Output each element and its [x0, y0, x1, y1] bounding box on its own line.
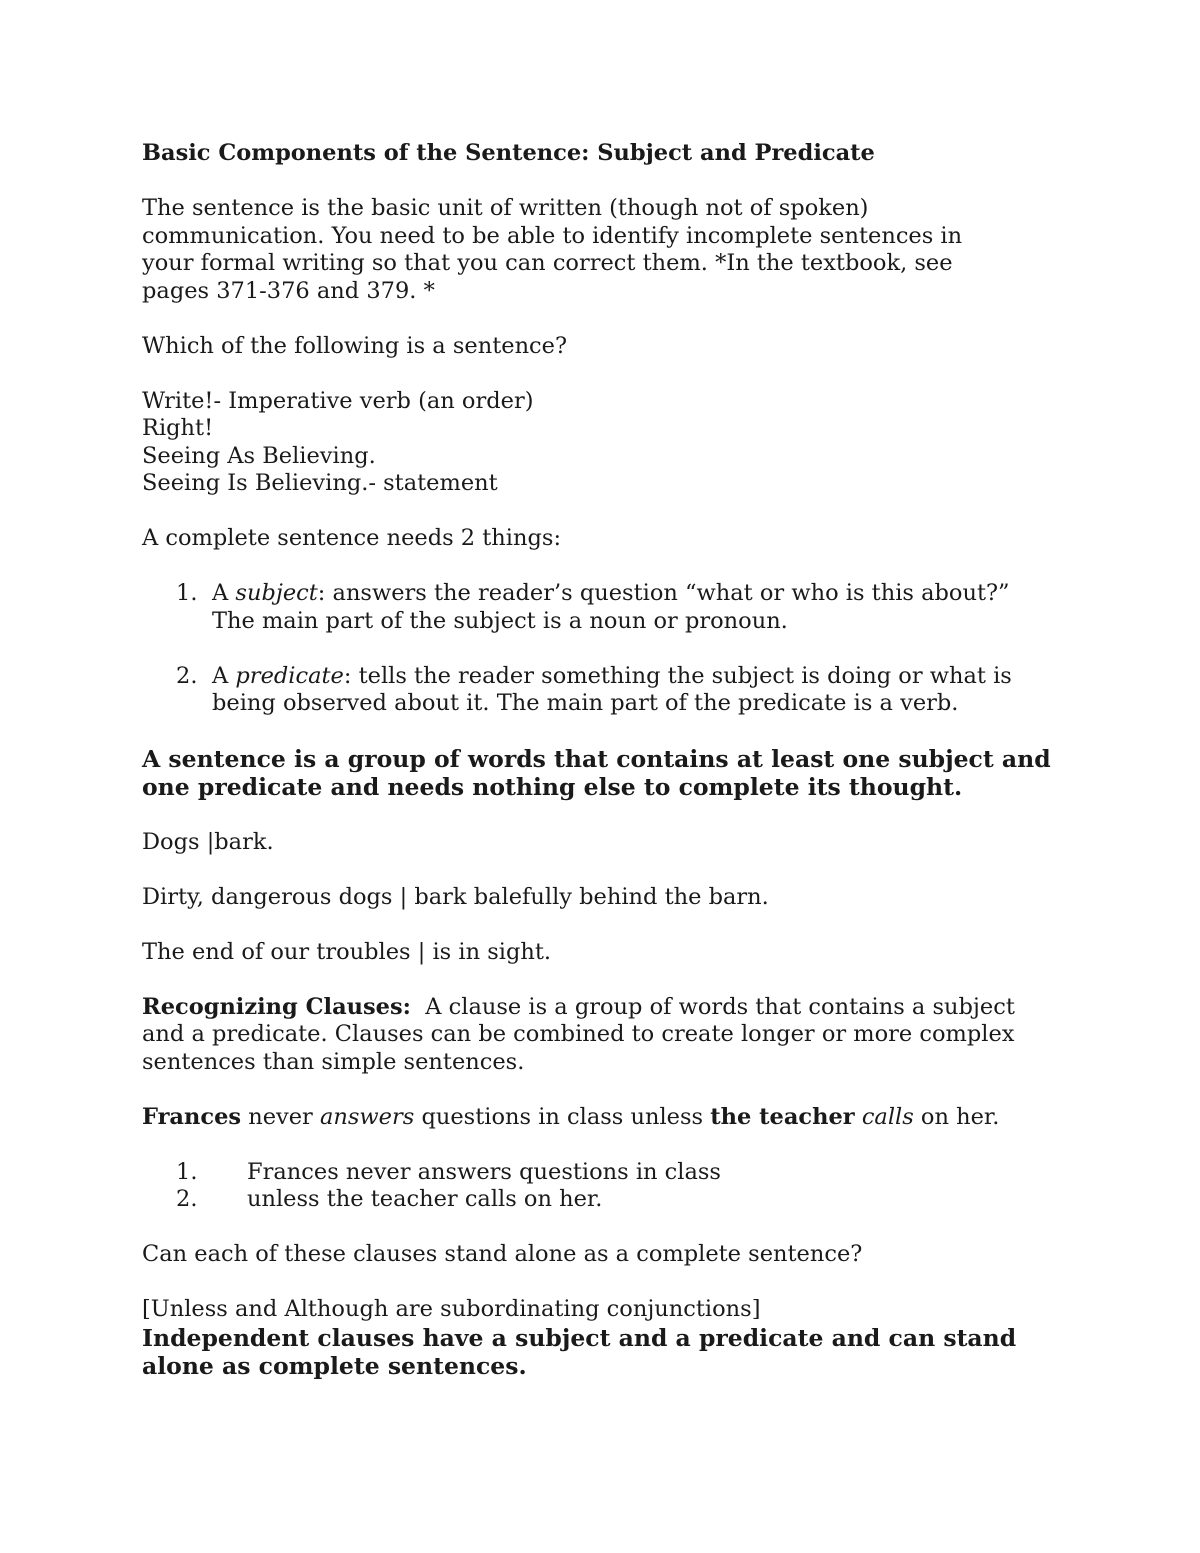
subject-highlight: Frances — [142, 1103, 242, 1130]
list-number: 2. — [176, 662, 198, 689]
clauses-text: A clause is a group of words that contains a subject — [410, 993, 1015, 1020]
closing-block — [142, 1296, 1072, 1380]
definition-prefix: A — [212, 662, 236, 689]
clause-text: Frances never answers questions in class — [247, 1158, 721, 1185]
sentence-definition-line: A sentence is a group of words that contains at least one subject and — [142, 745, 1051, 773]
example-item: Right! — [142, 415, 214, 441]
needs-intro: A complete sentence needs 2 things: — [142, 525, 562, 551]
split-example: Dirty, dangerous dogs | bark balefully behind the barn. — [142, 883, 769, 910]
definition-item-subject — [142, 580, 1072, 635]
independent-line: alone as complete sentences. — [142, 1351, 527, 1380]
list-item — [142, 1186, 1072, 1214]
document-title: Basic Components of the Sentence: Subject and Predicate — [142, 140, 875, 166]
intro-line: The sentence is the basic unit of written (though not of spoken) — [142, 195, 869, 221]
intro-paragraph — [142, 195, 1072, 305]
definition-text: being observed about it. The main part of the predicate is a verb. — [212, 690, 959, 716]
example-list — [142, 388, 1072, 498]
intro-line: pages 371-376 and 379. * — [142, 277, 435, 304]
example-item: Write!- Imperative verb (an order) — [142, 387, 534, 414]
sentence-definition-line: one predicate and needs nothing else to complete its thought. — [142, 773, 963, 801]
split-example: The end of our troubles | is in sight. — [142, 938, 552, 965]
independent-clause-definition — [142, 1324, 1072, 1380]
definition-term: subject — [235, 580, 318, 606]
clauses-text: sentences than simple sentences. — [142, 1048, 525, 1075]
subject-highlight: the teacher — [710, 1103, 855, 1130]
definition-term: predicate — [235, 662, 344, 689]
conjunction-note: [Unless and Although are subordinating conjunctions] — [142, 1296, 761, 1322]
intro-line: communication. You need to be able to identify incomplete sentences in — [142, 222, 963, 249]
list-number: 1. — [176, 1158, 198, 1185]
intro-line: your formal writing so that you can correct them. *In the textbook, see — [142, 250, 953, 276]
document-page — [142, 140, 1072, 1380]
clause-list — [142, 1159, 1072, 1214]
sentence-definition — [142, 745, 1072, 801]
definition-text: The main part of the subject is a noun or pronoun. — [212, 607, 788, 634]
sentence-fragment: questions in class unless — [414, 1103, 711, 1130]
frances-sentence — [142, 1104, 1072, 1132]
split-example: Dogs |bark. — [142, 828, 274, 855]
definition-item-predicate — [142, 663, 1072, 718]
verb-highlight: answers — [319, 1103, 415, 1130]
clauses-text: and a predicate. Clauses can be combined to create longer or more complex — [142, 1021, 1015, 1047]
list-number: 1. — [176, 580, 198, 606]
example-item: Seeing As Believing. — [142, 442, 376, 469]
sentence-fragment: never — [241, 1103, 320, 1130]
independent-line: Independent clauses have a subject and a predicate and can stand — [142, 1323, 1017, 1352]
list-item — [142, 1159, 1072, 1187]
definition-list — [142, 580, 1072, 718]
definition-text: : tells the reader something the subject is doing or what is — [343, 662, 1012, 689]
sentence-fragment — [855, 1104, 862, 1130]
sentence-fragment: on her. — [913, 1103, 1000, 1130]
verb-highlight: calls — [861, 1103, 914, 1130]
example-item: Seeing Is Believing.- statement — [142, 470, 498, 496]
clauses-label: Recognizing Clauses: — [142, 993, 411, 1020]
list-number: 2. — [176, 1186, 198, 1212]
clause-text: unless the teacher calls on her. — [247, 1186, 603, 1212]
clauses-paragraph — [142, 994, 1072, 1077]
definition-prefix: A — [212, 580, 236, 606]
question-text: Which of the following is a sentence? — [142, 332, 568, 359]
stand-alone-question: Can each of these clauses stand alone as a complete sentence? — [142, 1241, 863, 1267]
definition-text: : answers the reader’s question “what or who is this about?” — [317, 580, 1010, 606]
